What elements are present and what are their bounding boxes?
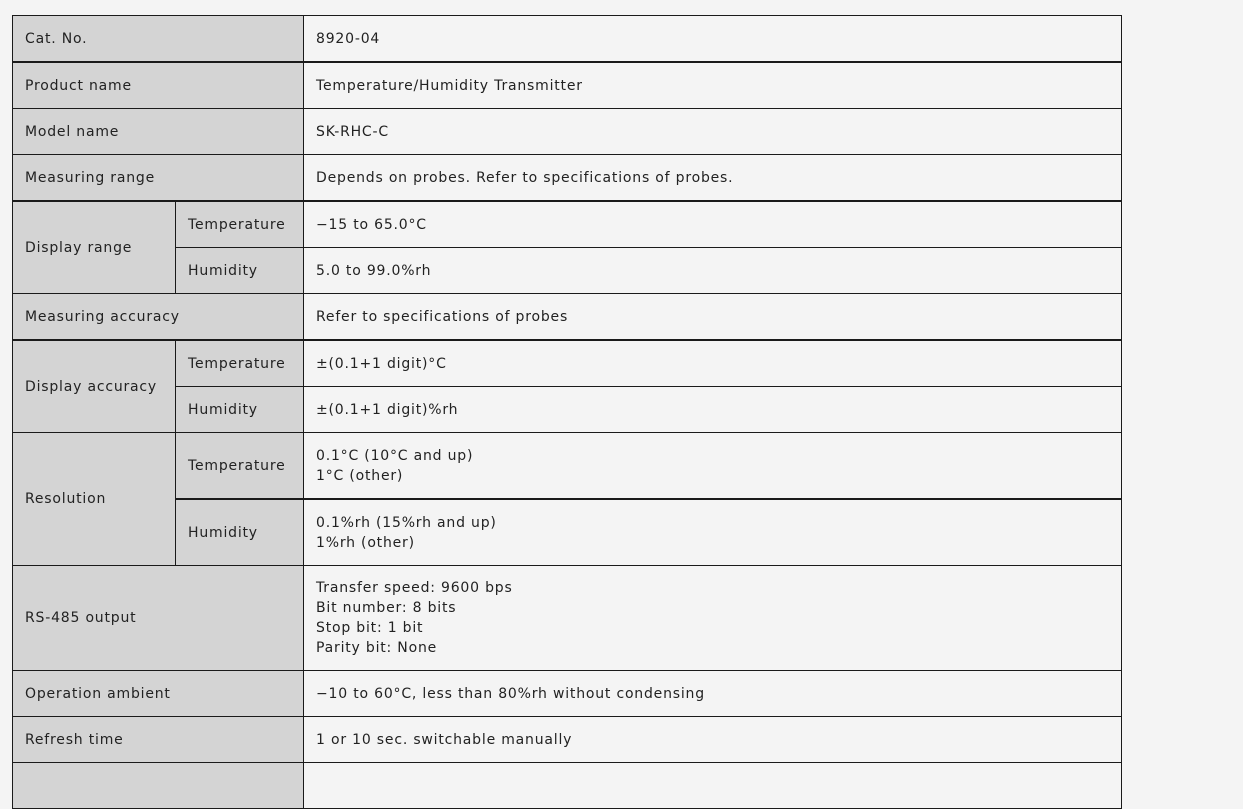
display-range-humidity-label: Humidity [176,248,304,294]
table-row [13,62,1122,109]
operation-ambient-value: −10 to 60°C, less than 80%rh without condensing [304,671,1122,717]
rs485-line: Bit number: 8 bits [316,600,457,616]
table-row [13,387,1122,433]
display-range-temperature-value: −15 to 65.0°C [304,201,1122,248]
product-name-label: Product name [13,62,304,109]
table-row [13,671,1122,717]
display-accuracy-humidity-value: ±(0.1+1 digit)%rh [304,387,1122,433]
resolution-temperature-line: 0.1°C (10°C and up) [316,447,474,464]
cat-no-value: 8920-04 [304,16,1122,63]
refresh-time-value: 1 or 10 sec. switchable manually [304,717,1122,763]
table-row [13,499,1122,566]
model-name-value: SK-RHC-C [304,109,1122,155]
table-row [13,155,1122,202]
resolution-temperature-value [304,433,1122,500]
table-row [13,16,1122,63]
rs485-output-value [304,566,1122,671]
display-range-temperature-label: Temperature [176,201,304,248]
spec-table [12,15,1122,809]
resolution-temperature-label: Temperature [176,433,304,500]
measuring-accuracy-value: Refer to specifications of probes [304,294,1122,341]
product-name-value: Temperature/Humidity Transmitter [304,62,1122,109]
rs485-line: Transfer speed: 9600 bps [316,580,513,596]
cat-no-label: Cat. No. [13,16,304,63]
rs485-line: Parity bit: None [316,640,438,656]
display-accuracy-temperature-value: ±(0.1+1 digit)°C [304,340,1122,387]
table-row [13,566,1122,671]
next-row-value [304,763,1122,809]
operation-ambient-label: Operation ambient [13,671,304,717]
display-accuracy-label: Display accuracy [13,340,176,433]
resolution-humidity-line: 1%rh (other) [316,534,415,551]
spec-table-container [12,15,1121,809]
refresh-time-label: Refresh time [13,717,304,763]
model-name-label: Model name [13,109,304,155]
measuring-range-value: Depends on probes. Refer to specifications of probes. [304,155,1122,202]
table-row [13,109,1122,155]
next-row-label [13,763,304,809]
rs485-output-label: RS-485 output [13,566,304,671]
measuring-accuracy-label: Measuring accuracy [13,294,304,341]
resolution-label: Resolution [13,433,176,566]
table-row [13,717,1122,763]
measuring-range-label: Measuring range [13,155,304,202]
table-row [13,248,1122,294]
table-row [13,340,1122,387]
table-row [13,294,1122,341]
table-row [13,201,1122,248]
display-range-label: Display range [13,201,176,294]
display-range-humidity-value: 5.0 to 99.0%rh [304,248,1122,294]
display-accuracy-temperature-label: Temperature [176,340,304,387]
rs485-line: Stop bit: 1 bit [316,620,424,636]
display-accuracy-humidity-label: Humidity [176,387,304,433]
table-row [13,763,1122,809]
resolution-humidity-value [304,499,1122,566]
resolution-humidity-label: Humidity [176,499,304,566]
table-row [13,433,1122,500]
resolution-humidity-line: 0.1%rh (15%rh and up) [316,514,497,531]
resolution-temperature-line: 1°C (other) [316,467,404,484]
